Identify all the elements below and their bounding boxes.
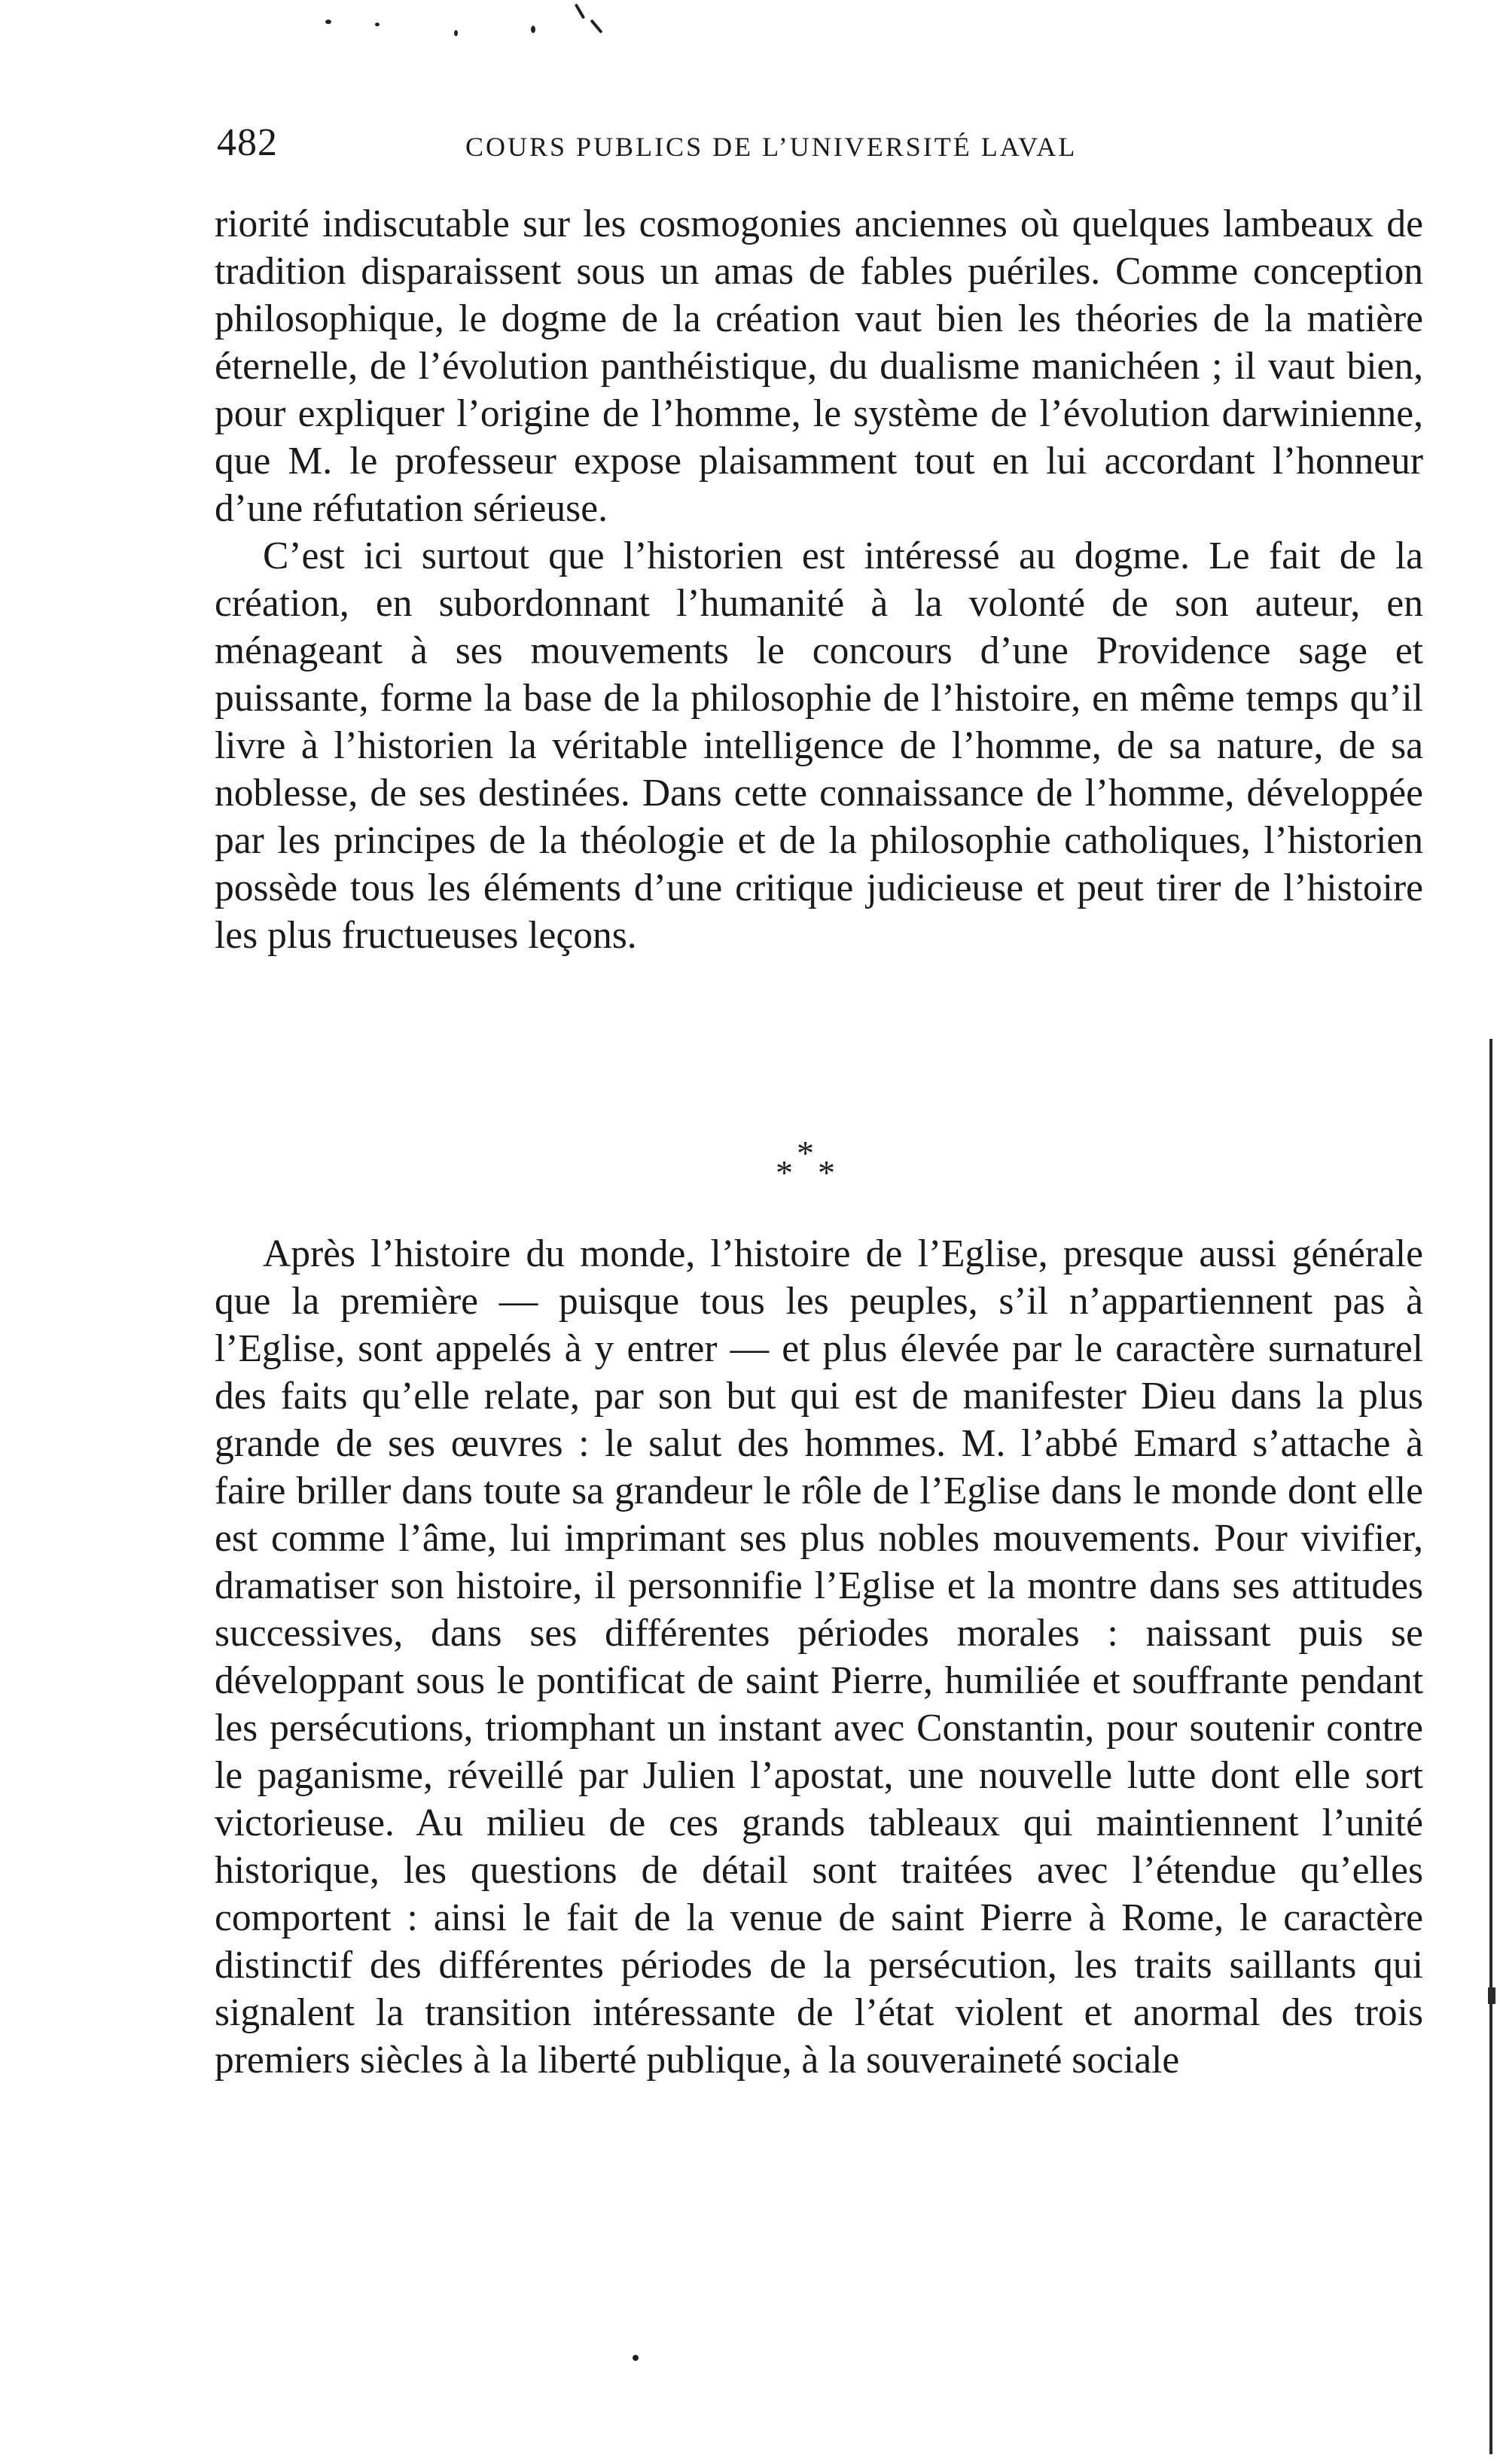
scan-speck: [454, 30, 458, 36]
paragraph: Après l’histoire du monde, l’histoire de l’Eglise, presque aussi générale que la première — puisque tous les peuples, s’il n’appartiennent pas à l’Eglise, sont appelés à y entrer — et plus élevée par le caractère surnaturel des faits qu’elle relate, par son but qui est de manifester Dieu dans la plus grande de ses œuvres : le salut des hommes. M. l’abbé Emard s’attache à faire briller dans toute sa grandeur le rôle de l’Eglise dans le monde dont elle est comme l’âme, lui imprimant ses plus nobles mouvements. Pour vivifier, dramatiser son histoire, il personnifie l’Eglise et la montre dans ses attitudes successives, dans ses différentes périodes morales : naissant puis se développant sous le pontificat de saint Pierre, humiliée et souffrante pendant les persécutions, triomphant un instant avec Constantin, pour soutenir contre le paganisme, réveillé par Julien l’apostat, une nouvelle lutte dont elle sort victorieuse. Au milieu de ces grands tableaux qui maintiennent l’unité historique, les questions de détail sont traitées avec l’étendue qu’elles comportent : ainsi le fait de la venue de saint Pierre à Rome, le caractère distinctif des différentes périodes de la persécution, les traits saillants qui signalent la transition intéressante de l’état violent et anormal des trois premiers siècles à la liberté publique, à la souveraineté sociale: [215, 1232, 1423, 2082]
asterisk: *: [776, 1153, 793, 1192]
scan-speck: [375, 23, 380, 26]
text-block-top: [215, 200, 1423, 959]
section-break-asterism: [776, 1133, 866, 1193]
paragraph: C’est ici surtout que l’historien est intéressé au dogme. Le fait de la création, en subordonnant l’humanité à la volonté de son auteur, en ménageant à ses mouvements le concours d’une Providence sage et puissante, forme la base de la philosophie de l’histoire, en même temps qu’il livre à l’historien la véritable intelligence de l’homme, de sa nature, de sa noblesse, de ses destinées. Dans cette connaissance de l’homme, développée par les principes de la théologie et de la philosophie catholiques, l’historien possède tous les éléments d’une critique judicieuse et peut tirer de l’histoire les plus fructueuses leçons.: [215, 535, 1423, 957]
scan-speck: [633, 2355, 639, 2361]
asterisk: *: [818, 1153, 835, 1192]
scan-speck: [325, 20, 331, 24]
asterisk: *: [797, 1134, 814, 1172]
page-header: [217, 120, 1422, 169]
text-block-bottom: [215, 1230, 1423, 2084]
page-edge-mark: [1488, 1987, 1495, 2004]
paragraph-continued: riorité indiscutable sur les cosmogonies anciennes où quelques lambeaux de tradition disparaissent sous un amas de fables puériles. Comme conception philosophique, le dogme de la création vaut bien les théories de la matière éternelle, de l’évolution panthéistique, du dualisme manichéen ; il vaut bien, pour expliquer l’origine de l’homme, le système de l’évolution darwinienne, que M. le professeur expose plaisamment tout en lui accordant l’honneur d’une réfutation sérieuse.: [215, 203, 1423, 530]
running-head: COURS PUBLICS DE L’UNIVERSITÉ LAVAL: [465, 132, 1078, 162]
scan-speck: [590, 19, 602, 33]
page-edge-line: [1489, 1039, 1492, 2454]
scan-speck: [575, 3, 585, 19]
scan-speck: [531, 26, 535, 33]
page-number: 482: [217, 121, 278, 164]
